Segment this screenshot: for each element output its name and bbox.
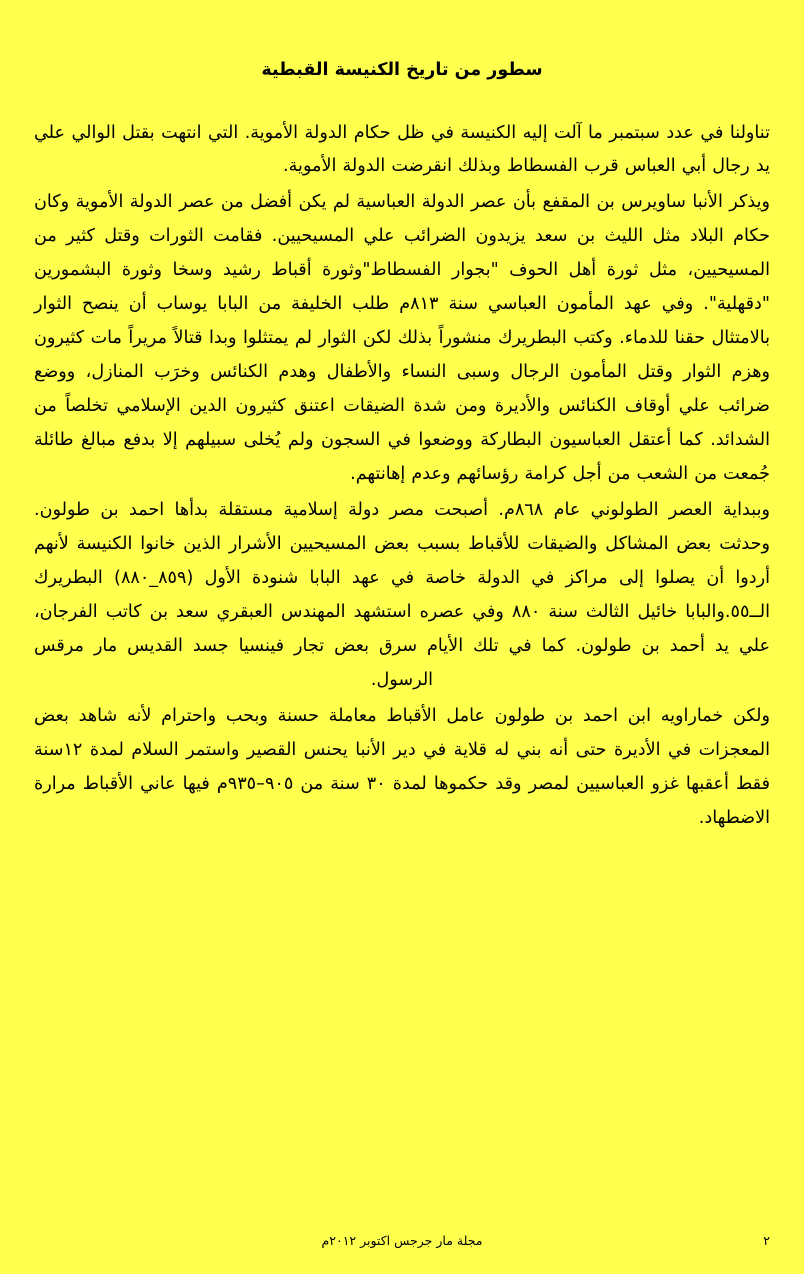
footer-source: مجلة مار جرجس اكتوبر ٢٠١٢م: [321, 1233, 483, 1248]
page-footer: [34, 1233, 770, 1248]
paragraph-4: ولكن خماراويه ابن احمد بن طولون عامل الأقباط معاملة حسنة وبحب واحترام لأنه شاهد بعض المعجزات في الأديرة حتى أنه بني له قلاية في دير الأنبا يحنس القصير واستمر السلام لمدة ١٢سنة فقط أعقبها غزو العباسيين لمصر وقد حكموها لمدة ٣٠ سنة من ٩٠٥–٩٣٥م فيها عاني الأقباط مرارة الاضطهاد.: [34, 705, 770, 828]
paragraph-1: تناولنا في عدد سبتمبر ما آلت إليه الكنيسة في ظل حكام الدولة الأموية. التي انتهت بقتل الوالي علي يد رجال أبي العباس قرب الفسطاط وبذلك انقرضت الدولة الأموية.: [34, 122, 770, 177]
page-number: ٢: [763, 1233, 770, 1248]
article-body: [34, 117, 770, 1274]
paragraph-2: ويذكر الأنبا ساويرس بن المقفع بأن عصر الدولة العباسية لم يكن أفضل من عصر الدولة الأموية وكان حكام البلاد مثل الليث بن سعد يزيدون الضرائب علي المسيحيين. فقامت الثورات وقتل كثير من المسيحيين، مثل ثورة أهل الحوف "بجوار الفسطاط"وثورة أقباط رشيد وسخا وثورة البشمورين "دقهلية". وفي عهد المأمون العباسي سنة ٨١٣م طلب الخليفة من البابا يوساب أن ينصح الثوار بالامتثال حقنا للدماء. وكتب البطريرك منشوراً بذلك لكن الثوار لم يمتثلوا وبدا قتالاً مريراً مات كثيرون وهزم الثوار وقتل المأمون الرجال وسبى النساء والأطفال وهدم الكنائس وخرَب المنازل، ووضع ضرائب علي أوقاف الكنائس والأديرة ومن شدة الضيقات اعتنق كثيرون الدين الإسلامي تخلصاً من الشدائد. كما أعتقل العباسيون البطاركة ووضعوا في السجون ولم يُخلى سبيلهم إلا بدفع مبالغ طائلة جُمعت من الشعب من أجل كرامة رؤسائهم وعدم إهانتهم.: [34, 192, 770, 485]
page-title: سطور من تاريخ الكنيسة القبطية: [261, 60, 543, 80]
paragraph-3: وببداية العصر الطولوني عام ٨٦٨م. أصبحت مصر دولة إسلامية مستقلة بدأها احمد بن طولون. وحدثت بعض المشاكل والضيقات للأقباط بسبب بعض المسيحيين الأشرار الذين خانوا الكنيسة لأنهم أردوا أن يصلوا إلى مراكز في الدولة خاصة في عهد البابا شنودة الأول (٨٥٩_٨٨٠) البطريرك الــ٥٥.والبابا خائيل الثالث سنة ٨٨٠ وفي عصره استشهد المهندس العبقري سعد بن كاتب الفرجان، علي يد أحمد بن طولون. كما في تلك الأيام سرق بعض تجار فينسيا جسد القديس مار مرقس الرسول.: [34, 499, 770, 690]
